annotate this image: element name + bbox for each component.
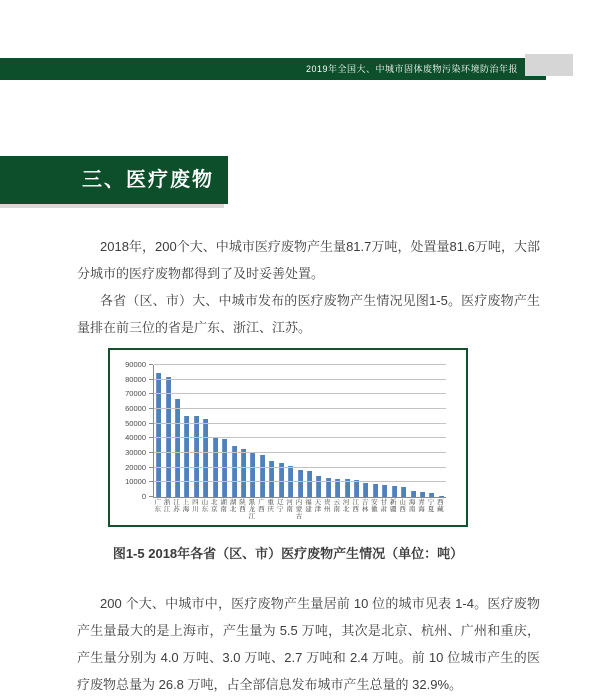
gridline: [154, 408, 446, 409]
bar-slot: [352, 365, 361, 497]
bar-slot: [390, 365, 399, 497]
y-tick-label: 50000: [125, 418, 146, 428]
x-label-slot: [370, 499, 379, 520]
bar-福建: [307, 471, 312, 497]
bar-四川: [194, 416, 199, 497]
x-label-slot: [200, 499, 209, 520]
bar-slot: [154, 365, 163, 497]
bar-湖北: [232, 446, 237, 497]
bar-湖南: [222, 439, 227, 497]
x-tick-label: 上海: [182, 499, 190, 513]
x-label-slot: [275, 499, 284, 520]
gridline: [154, 364, 446, 365]
x-tick-label: 云南: [333, 499, 340, 513]
x-tick-label: 河北: [342, 499, 350, 513]
x-label-slot: [360, 499, 369, 520]
report-title-text: 2019年全国大、中城市固体废物污染环境防治年报: [305, 64, 518, 74]
bar-内蒙古: [298, 470, 303, 497]
bar-slot: [342, 365, 351, 497]
bar-slot: [437, 365, 446, 497]
bar-山西: [401, 487, 406, 497]
bar-slot: [380, 365, 389, 497]
paragraph-medical-waste-totals: 2018年，200个大、中城市医疗废物产生量81.7万吨，处置量81.6万吨，大部分城市的医疗废物都得到了及时妥善处置。: [77, 239, 540, 281]
bar-slot: [182, 365, 191, 497]
bar-slot: [295, 365, 304, 497]
section-title: 三、医疗废物: [82, 169, 214, 191]
bar-slot: [314, 365, 323, 497]
x-tick-label: 浙江: [163, 499, 171, 513]
gridline: [154, 379, 446, 380]
y-tick-label: 60000: [125, 404, 146, 413]
x-label-slot: [341, 499, 350, 520]
x-label-slot: [210, 499, 219, 520]
bar-slot: [361, 365, 370, 497]
bar-江西: [354, 480, 359, 497]
x-tick-label: 江西: [352, 499, 359, 513]
x-label-slot: [181, 499, 190, 520]
bar-宁夏: [429, 493, 434, 497]
bar-海南: [411, 491, 416, 497]
figure-caption: 图1-5 2018年各省（区、市）医疗废物产生情况（单位：吨）: [112, 546, 464, 561]
bar-slot: [239, 365, 248, 497]
gridline: [154, 467, 446, 468]
x-tick-label: 安徽: [371, 499, 378, 513]
y-tick-label: 80000: [125, 374, 146, 384]
x-tick-label: 吉林: [361, 499, 369, 513]
plot-area: [153, 365, 446, 498]
x-tick-label: 西藏: [437, 499, 444, 513]
paragraph-province-ranking: 各省（区、市）大、中城市发布的医疗废物产生情况见图1-5。医疗废物产生量排在前三位的省是广东、浙江、江苏。: [77, 293, 540, 335]
bar-slot: [267, 365, 276, 497]
medical-waste-bar-chart: [108, 348, 468, 527]
x-tick-label: 青海: [418, 499, 425, 513]
y-tick-label: 90000: [125, 360, 146, 369]
bar-slot: [333, 365, 342, 497]
gridline: [154, 393, 446, 394]
x-label-slot: [162, 499, 171, 520]
x-label-slot: [407, 499, 416, 520]
x-label-slot: [247, 499, 256, 520]
x-tick-label: 辽宁: [276, 499, 284, 513]
x-tick-label: 江苏: [173, 499, 180, 513]
bar-山东: [203, 419, 208, 497]
x-axis: [153, 499, 445, 520]
x-tick-label: 重庆: [267, 499, 275, 513]
x-tick-label: 内蒙古: [295, 499, 303, 520]
x-label-slot: [426, 499, 435, 520]
x-tick-label: 陕西: [239, 499, 246, 513]
x-tick-label: 北京: [210, 499, 218, 513]
bar-slot: [305, 365, 314, 497]
bar-slot: [211, 365, 220, 497]
y-tick-label: 20000: [125, 462, 146, 472]
x-tick-label: 湖南: [220, 499, 227, 513]
x-tick-label: 甘肃: [380, 499, 388, 513]
x-tick-label: 四川: [192, 499, 199, 513]
x-label-slot: [351, 499, 360, 520]
y-tick-label: 10000: [125, 477, 146, 487]
bar-青海: [420, 492, 425, 497]
x-tick-label: 宁夏: [427, 499, 435, 513]
gridline: [154, 481, 446, 482]
bar-辽宁: [279, 463, 284, 497]
bar-上海: [184, 416, 189, 497]
bar-slot: [399, 365, 408, 497]
bar-slot: [248, 365, 257, 497]
intro-paragraphs: [77, 233, 540, 341]
x-tick-label: 黑龙江: [248, 499, 256, 520]
x-label-slot: [294, 499, 303, 520]
x-label-slot: [153, 499, 162, 520]
bar-slot: [229, 365, 238, 497]
x-label-slot: [436, 499, 445, 520]
bar-西藏: [439, 496, 444, 497]
page-header-banner: [0, 58, 546, 80]
bar-slot: [163, 365, 172, 497]
bar-黑龙江: [250, 452, 255, 497]
bar-江苏: [175, 399, 180, 497]
bar-广东: [156, 373, 161, 497]
x-label-slot: [304, 499, 313, 520]
bar-slot: [286, 365, 295, 497]
bar-slot: [427, 365, 436, 497]
x-label-slot: [323, 499, 332, 520]
summary-paragraph-container: [77, 590, 540, 698]
x-label-slot: [266, 499, 275, 520]
gridline: [154, 437, 446, 438]
bar-slot: [173, 365, 182, 497]
x-tick-label: 湖北: [229, 499, 237, 513]
y-tick-label: 0: [141, 492, 146, 501]
bar-吉林: [363, 483, 368, 497]
x-label-slot: [398, 499, 407, 520]
x-label-slot: [257, 499, 266, 520]
x-tick-label: 山西: [399, 499, 406, 513]
bar-天津: [316, 476, 321, 497]
bar-slot: [418, 365, 427, 497]
x-tick-label: 天津: [314, 499, 322, 513]
gridline: [154, 423, 446, 424]
bar-安徽: [373, 484, 378, 497]
bar-甘肃: [382, 485, 387, 497]
bar-slot: [324, 365, 333, 497]
x-label-slot: [191, 499, 200, 520]
bar-slot: [258, 365, 267, 497]
x-label-slot: [172, 499, 181, 520]
y-tick-label: 70000: [125, 389, 146, 399]
bar-广西: [260, 455, 265, 497]
bar-slot: [192, 365, 201, 497]
x-label-slot: [313, 499, 322, 520]
x-label-slot: [219, 499, 228, 520]
x-tick-label: 福建: [305, 499, 312, 513]
x-tick-label: 贵州: [324, 499, 331, 513]
x-label-slot: [379, 499, 388, 520]
x-label-slot: [389, 499, 398, 520]
x-label-slot: [228, 499, 237, 520]
bar-slot: [276, 365, 285, 497]
y-tick-label: 40000: [125, 433, 146, 443]
bar-slot: [220, 365, 229, 497]
x-tick-label: 山东: [201, 499, 209, 513]
bar-新疆: [392, 486, 397, 497]
x-label-slot: [332, 499, 341, 520]
bar-slot: [201, 365, 210, 497]
x-tick-label: 广西: [258, 499, 265, 513]
x-tick-label: 海南: [408, 499, 416, 513]
y-tick-label: 30000: [125, 448, 146, 457]
x-label-slot: [285, 499, 294, 520]
bar-陕西: [241, 449, 246, 497]
section-title-block: [0, 156, 228, 204]
bar-slot: [408, 365, 417, 497]
x-tick-label: 新疆: [390, 499, 397, 513]
bar-slot: [371, 365, 380, 497]
bar-series: [154, 365, 446, 497]
gridline: [154, 452, 446, 453]
x-tick-label: 广东: [154, 499, 161, 513]
paragraph-city-ranking: 200 个大、中城市中，医疗废物产生量居前 10 位的城市见表 1-4。医疗废物产生量最大的是上海市，产生量为 5.5 万吨，其次是北京、杭州、广州和重庆，产生量分别为 4.0 万吨、3.0 万吨、2.7 万吨和 2.4 万吨。前 10 位城市产生的医疗废物总量为 26.8 万吨，占全部信息发布城市产生总量的 32.9%。: [77, 596, 540, 692]
x-label-slot: [417, 499, 426, 520]
x-tick-label: 河南: [286, 499, 293, 513]
y-axis: [110, 360, 153, 501]
x-label-slot: [238, 499, 247, 520]
